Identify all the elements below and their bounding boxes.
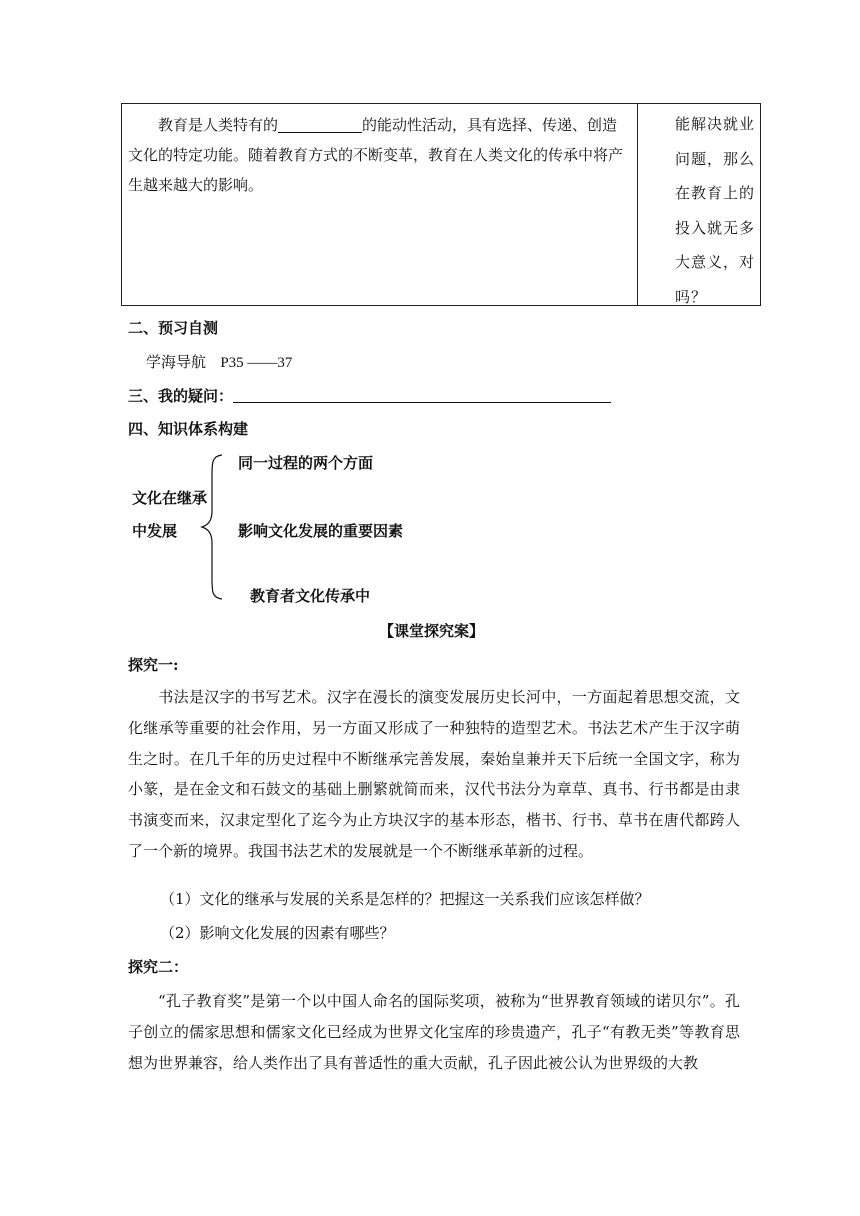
section2-heading: 二、预习自测 — [128, 319, 219, 337]
section3-row — [128, 385, 611, 406]
inquiry1-question-1: （1）文化的继承与发展的关系是怎样的？把握这一关系我们应该怎样做？ — [160, 890, 650, 908]
side-line: 投入就无多 — [675, 218, 756, 237]
side-line: 能解决就业 — [675, 115, 756, 133]
mindmap-branch-3: 教育者文化传承中 — [250, 587, 371, 605]
preview-reference — [146, 351, 292, 372]
side-line: 问题，那么 — [675, 149, 756, 168]
mindmap-branch-1: 同一过程的两个方面 — [238, 454, 374, 472]
section4-heading: 四、知识体系构建 — [128, 420, 249, 438]
inquiry2-paragraph — [128, 986, 740, 1078]
table-main-cell — [128, 110, 630, 200]
curly-brace-icon — [200, 453, 224, 601]
inquiry1-paragraph — [128, 682, 740, 867]
ref-pages: P35 ——37 — [220, 355, 293, 371]
inquiry1-heading: 探究一: — [128, 656, 179, 674]
side-line: 吗？ — [675, 287, 708, 306]
side-line: 大意义，对 — [675, 253, 756, 271]
table-text-after-blank: 的能动性活动，具有选择、传递、创造文化的特定功能。随着教育方式的不断变革，教育在人类文化的传承中将产生越来越大的影响。 — [128, 116, 624, 194]
classroom-title: 【课堂探究案】 — [379, 622, 485, 640]
inquiry1-text: 书法是汉字的书写艺术。汉字在漫长的演变发展历史长河中，一方面起着思想交流，文化继承等重要的社会作用，另一方面又形成了一种独特的造型艺术。书法艺术产生于汉字萌生之时。在几千年的历史过程中不断继承完善发展，秦始皇兼并天下后统一全国文字，称为小篆，是在金文和石鼓文的基础上删繁就简而来，汉代书法分为章草、真书、行书都是由隶书演变而来，汉隶定型化了迄今为止方块汉字的基本形态，楷书、行书、草书在唐代都跨人了一个新的境界。我国书法艺术的发展就是一个不断继承革新的过程。 — [128, 688, 740, 860]
mindmap-branch-2: 影响文化发展的重要因素 — [238, 522, 404, 540]
inquiry1-question-2: （2）影响文化发展的因素有哪些？ — [160, 924, 395, 942]
inquiry2-text: “孔子教育奖”是第一个以中国人命名的国际奖项，被称为“世界教育领域的诺贝尔”。孔子创立的儒家思想和儒家文化已经成为世界文化宝库的珍贵遗产，孔子“有教无类”等教育思想为世界兼容，给人类作出了具有普适性的重大贡献，孔子因此被公认为世界级的大教 — [128, 992, 740, 1072]
fill-blank[interactable] — [278, 116, 362, 133]
section3-heading: 三、我的疑问： — [128, 387, 234, 405]
mindmap-root-line2: 中发展 — [132, 522, 178, 540]
table-column-divider — [637, 103, 638, 306]
table-side-cell — [675, 107, 763, 314]
inquiry2-heading: 探究二： — [128, 958, 189, 976]
ref-book: 学海导航 — [146, 353, 207, 371]
side-line: 在教育上的 — [675, 184, 756, 202]
mindmap-root-line1: 文化在继承 — [132, 489, 208, 507]
table-text-before-blank: 教育是人类特有的 — [158, 116, 279, 134]
question-answer-line[interactable] — [233, 388, 611, 403]
